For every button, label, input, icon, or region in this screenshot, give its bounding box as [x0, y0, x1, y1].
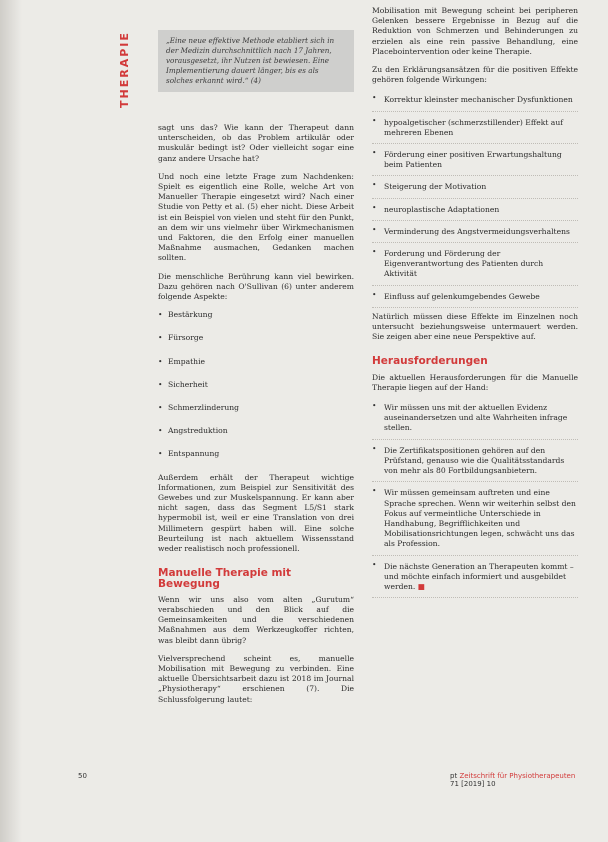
journal-abbrev: pt — [450, 772, 458, 780]
left-column — [158, 123, 354, 713]
scan-shadow — [0, 0, 22, 842]
paragraph: Natürlich müssen diese Effekte im Einzelnen noch untersucht beziehungsweise untermauert werden. Sie zeigen aber eine neue Perspektive auf. — [372, 311, 578, 342]
list-item: • Fürsorge — [158, 333, 354, 343]
section-label: THERAPIE — [118, 31, 131, 108]
list-item: • Steigerung der Motivation — [372, 180, 578, 192]
paragraph: Die aktuellen Herausforderungen für die Manuelle Therapie liegen auf der Hand: — [372, 372, 578, 392]
list-item: • Angstreduktion — [158, 426, 354, 436]
journal-issue: 71 [2019] 10 — [450, 780, 496, 788]
paragraph: sagt uns das? Wie kann der Therapeut dann unterscheiden, ob das Problem artikulär oder muskulär bedingt ist? Oder vielleicht sogar eine ganz andere Ursache hat? — [158, 123, 354, 163]
list-item: • Bestärkung — [158, 310, 354, 320]
paragraph: Außerdem erhält der Therapeut wichtige Informationen, zum Beispiel zur Sensitivität des Gewebes und zur Muskelspannung. Er kann aber nicht sagen, dass das Segment L5/S1 stark hypermobil ist, weil er eine Translation von drei Millimetern gespürt haben will. Eine solche Beurteilung ist nach aktuellem Wissensstand weder realistisch noch professionell. — [158, 472, 354, 554]
list-item: • Verminderung des Angstvermeidungsverhaltens — [372, 225, 578, 237]
paragraph: Und noch eine letzte Frage zum Nachdenken: Spielt es eigentlich eine Rolle, welche Art von Manueller Therapie eingesetzt wird? Nach einer Studie von Petty et al. (5) eher nicht. Diese Arbeit ist ein Beispiel von vielen und steht für den Punkt, an dem wir uns vielmehr über Wirkmechanismen und Faktoren, die den Erfolg einer manuellen Maßnahme ausmachen, Gedanken machen sollten. — [158, 171, 354, 263]
list-item — [372, 560, 578, 593]
list-item: • Förderung einer positiven Erwartungshaltung beim Patienten — [372, 148, 578, 170]
pull-quote: „Eine neue effektive Methode etabliert sich in der Medizin durchschnittlich nach 17 Jahren, vorausgesetzt, ihr Nutzen ist bewiesen. Eine Implementierung dauert länger, bis es als solches erkannt wird.“ (4) — [158, 30, 354, 92]
list-item-text: Die nächste Generation an Therapeuten kommt – und möchte einfach informiert und ausgebildet werden. — [384, 561, 574, 591]
challenges-list — [372, 401, 578, 592]
list-item: • Wir müssen uns mit der aktuellen Evidenz auseinandersetzen und alte Wahrheiten infrage stellen. — [372, 401, 578, 434]
list-item: • Wir müssen gemeinsam auftreten und eine Sprache sprechen. Wenn wir weiterhin selbst den Fokus auf vermeintliche Unterschiede in Handhabung, Begrifflichkeiten und Mobilisationsrichtungen legen, schwächt uns das als Profession. — [372, 486, 578, 549]
list-item: • neuroplastische Adaptationen — [372, 203, 578, 215]
list-item: • Sicherheit — [158, 380, 354, 390]
paragraph: Vielversprechend scheint es, manuelle Mobilisation mit Bewegung zu verbinden. Eine aktuelle Übersichtsarbeit dazu ist 2018 im Journal „Physiotherapy“ erschienen (7). Die Schlussfolgerung lautet: — [158, 653, 354, 704]
list-item: • Empathie — [158, 357, 354, 367]
right-column — [372, 6, 578, 602]
paragraph: Mobilisation mit Bewegung scheint bei peripheren Gelenken bessere Ergebnisse in Bezug auf die Reduktion von Schmerzen und Behinderungen zu erzielen als eine rein passive Behandlung, eine Placebointervention oder keine Therapie. — [372, 6, 578, 56]
paragraph: Zu den Erklärungsansätzen für die positiven Effekte gehören folgende Wirkungen: — [372, 65, 578, 85]
paragraph: Wenn wir uns also vom alten „Gurutum“ verabschieden und den Blick auf die Gemeinsamkeiten und die verschiedenen Maßnahmen aus dem Werkzeugkoffer richten, was bleibt dann übrig? — [158, 594, 354, 645]
list-item: • Schmerzlinderung — [158, 403, 354, 413]
paragraph: Die menschliche Berührung kann viel bewirken. Dazu gehören nach O'Sullivan (6) unter anderem folgende Aspekte: — [158, 271, 354, 302]
list-item: • Einfluss auf gelenkumgebendes Gewebe — [372, 290, 578, 302]
heading-challenges: Herausforderungen — [372, 355, 488, 368]
touch-aspects-list — [158, 310, 354, 459]
list-item: • Forderung und Förderung der Eigenverantwortung des Patienten durch Aktivität — [372, 247, 578, 280]
heading-movement: Manuelle Therapie mit Bewegung — [158, 567, 292, 590]
list-item: • hypoalgetischer (schmerzstillender) Effekt auf mehreren Ebenen — [372, 116, 578, 138]
end-of-article-mark: ■ — [417, 581, 425, 591]
list-item: • Entspannung — [158, 449, 354, 459]
list-item: • Die Zertifikatspositionen gehören auf den Prüfstand, genauso wie die Qualitätsstandards von mehr als 80 Fortbildungsanbietern. — [372, 444, 578, 477]
journal-name: Zeitschrift für Physiotherapeuten — [459, 772, 576, 780]
journal-footer — [450, 772, 580, 788]
page-number: 50 — [78, 772, 87, 780]
effects-list — [372, 93, 578, 301]
list-item: • Korrektur kleinster mechanischer Dysfunktionen — [372, 93, 578, 105]
